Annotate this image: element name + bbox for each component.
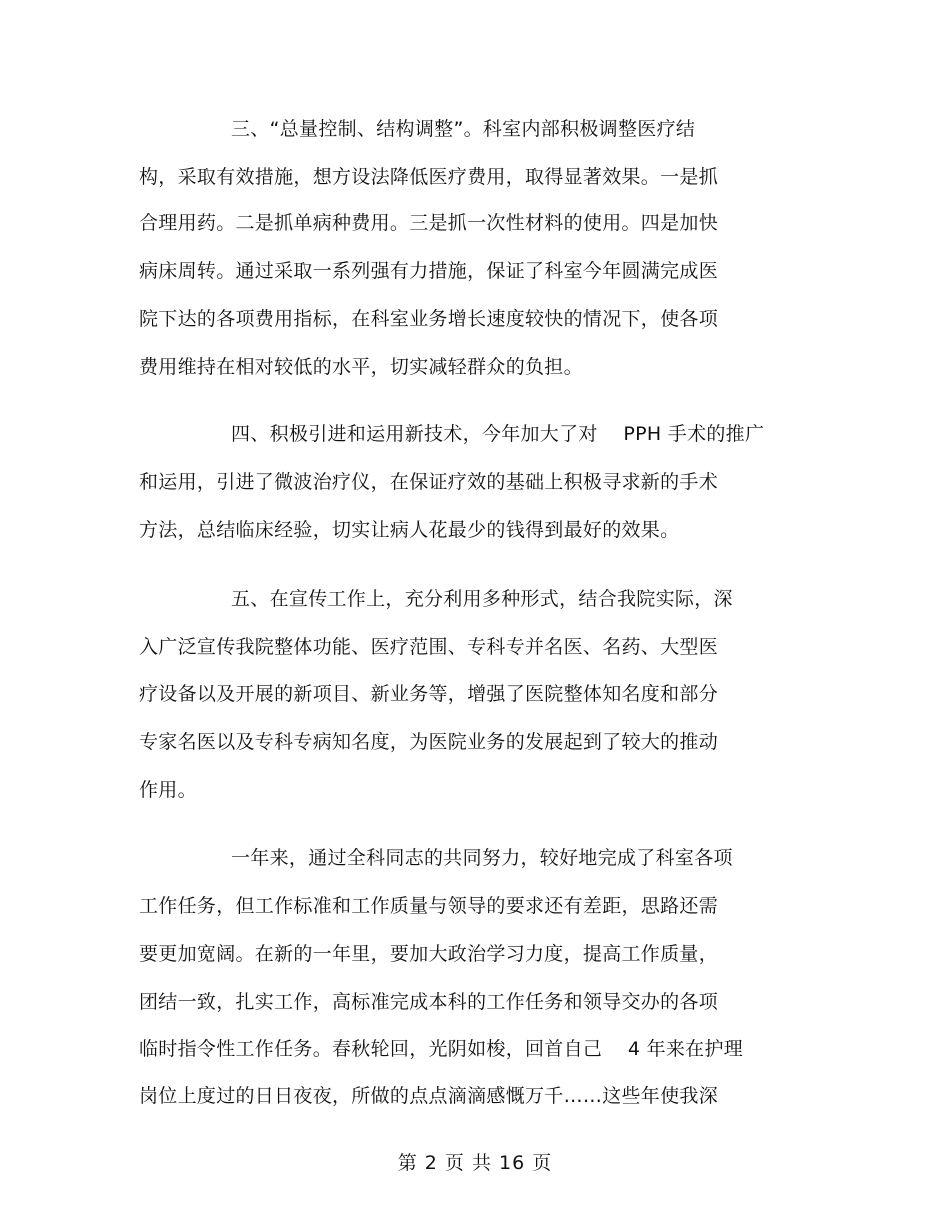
paragraph-1-line-6: 费用维持在相对较低的水平，切实减轻群众的负担。 <box>139 356 583 378</box>
paragraph-2-line-2: 和运用，引进了微波治疗仪，在保证疗效的基础上积极寻求新的手术 <box>139 471 719 493</box>
paragraph-4-line-5: 临时指令性工作任务。春秋轮回，光阴如梭，回首自己 4 年来在护理 <box>139 1038 744 1060</box>
paragraph-1-line-3: 合理用药。二是抓单病种费用。三是抓一次性材料的使用。四是加快 <box>139 212 719 234</box>
paragraph-2-line-3: 方法，总结临床经验，切实让病人花最少的钱得到最好的效果。 <box>139 519 680 541</box>
paragraph-3-line-4: 专家名医以及专科专病知名度，为医院业务的发展起到了较大的推动 <box>139 731 719 753</box>
paragraph-4-line-4: 团结一致，扎实工作，高标准完成本科的工作任务和领导交办的各项 <box>139 991 719 1013</box>
paragraph-1-line-2: 构，采取有效措施，想方设法降低医疗费用，取得显著效果。一是抓 <box>139 166 719 188</box>
paragraph-1-line-5: 院下达的各项费用指标，在科室业务增长速度较快的情况下，使各项 <box>139 308 719 330</box>
paragraph-4-line-6: 岗位上度过的日日夜夜，所做的点点滴滴感慨万千……这些年使我深 <box>139 1085 719 1107</box>
paragraph-3-line-1: 五、在宣传工作上，充分利用多种形式，结合我院实际，深 <box>231 588 733 610</box>
paragraph-3-line-2: 入广泛宣传我院整体功能、医疗范围、专科专并名医、名药、大型医 <box>139 636 719 658</box>
paragraph-4-line-3: 要更加宽阔。在新的一年里，要加大政治学习力度，提高工作质量， <box>139 943 719 965</box>
paragraph-1-line-1: 三、“总量控制、结构调整”。科室内部积极调整医疗结 <box>231 118 696 140</box>
page-number-footer: 第 2 页 共 16 页 <box>397 1152 553 1174</box>
paragraph-2-line-1: 四、积极引进和运用新技术，今年加大了对 PPH 手术的推广 <box>231 423 765 445</box>
paragraph-1-line-4: 病床周转。通过采取一系列强有力措施，保证了科室今年圆满完成医 <box>139 260 719 282</box>
paragraph-3-line-5: 作用。 <box>139 779 197 801</box>
paragraph-3-line-3: 疗设备以及开展的新项目、新业务等，增强了医院整体知名度和部分 <box>139 683 719 705</box>
paragraph-4-line-2: 工作任务，但工作标准和工作质量与领导的要求还有差距，思路还需 <box>139 895 719 917</box>
paragraph-4-line-1: 一年来，通过全科同志的共同努力，较好地完成了科室各项 <box>231 847 733 869</box>
